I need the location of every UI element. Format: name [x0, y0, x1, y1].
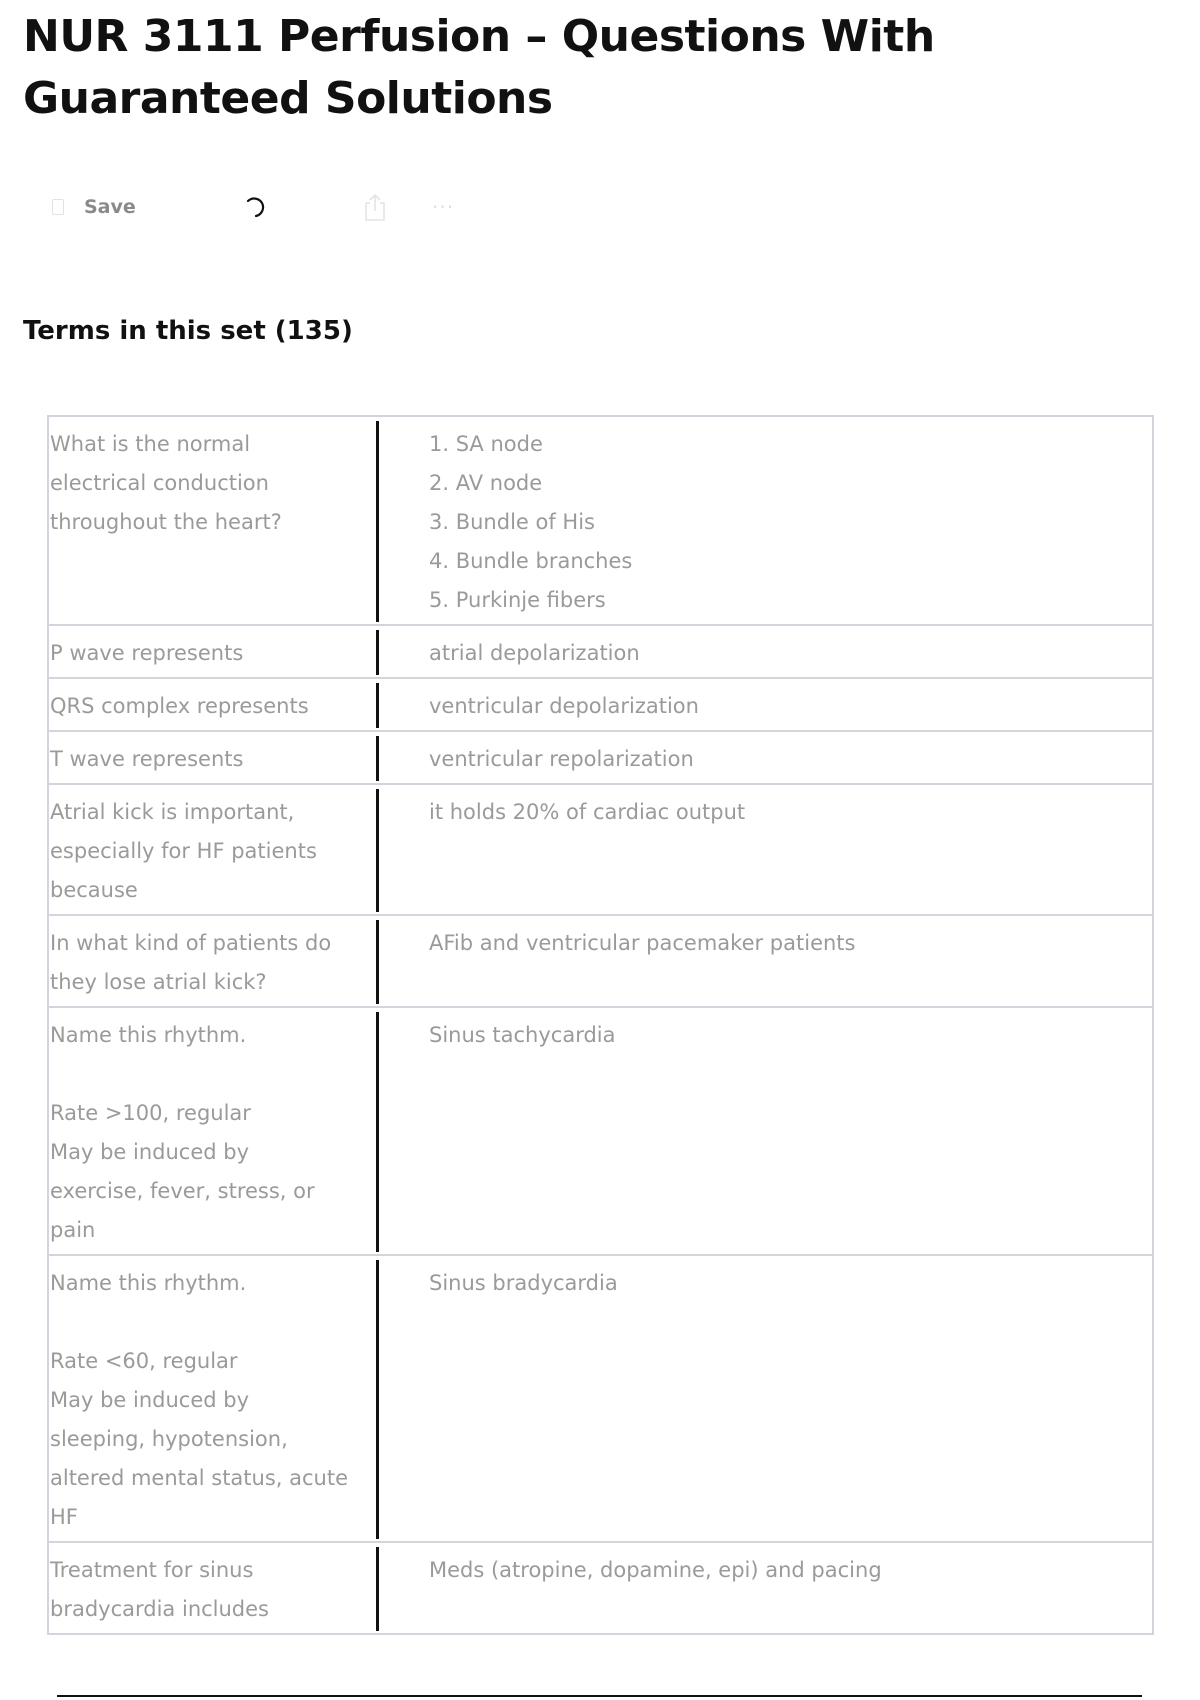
toolbar [52, 190, 512, 224]
table-row [49, 626, 1152, 679]
save-button[interactable] [52, 190, 152, 224]
definition-text: ventricular repolarization [429, 747, 694, 771]
term-cell [49, 1008, 379, 1254]
table-row [49, 679, 1152, 732]
definition-text: it holds 20% of cardiac output [429, 800, 746, 824]
definition-cell [379, 1256, 1152, 1541]
definition-text: 3. Bundle of His [429, 510, 595, 534]
term-text: HF [50, 1505, 78, 1529]
definition-text: Sinus bradycardia [429, 1271, 618, 1295]
definition-text: atrial depolarization [429, 641, 640, 665]
term-text: T wave represents [50, 747, 244, 771]
definition-text: 1. SA node [429, 432, 543, 456]
table-row [49, 916, 1152, 1008]
term-text: because [50, 878, 138, 902]
bookmark-icon [52, 199, 64, 215]
definition-text: 5. Purkinje fibers [429, 588, 606, 612]
term-cell [49, 916, 379, 1006]
save-label: Save [84, 196, 136, 218]
term-text [50, 1303, 379, 1342]
definition-cell [379, 785, 1152, 914]
term-text: they lose atrial kick? [50, 970, 267, 994]
definition-cell [379, 916, 1152, 1006]
term-text: exercise, fever, stress, or [50, 1179, 315, 1203]
term-cell [49, 1543, 379, 1633]
definition-cell [379, 732, 1152, 783]
definition-text: 4. Bundle branches [429, 549, 633, 573]
definition-text: 2. AV node [429, 471, 543, 495]
term-cell [49, 679, 379, 730]
table-row [49, 785, 1152, 916]
term-text: QRS complex represents [50, 694, 309, 718]
definition-text: Meds (atropine, dopamine, epi) and pacing [429, 1558, 882, 1582]
term-text: bradycardia includes [50, 1597, 270, 1621]
divider [57, 1695, 1142, 1697]
terms-table [47, 415, 1154, 1635]
term-text: In what kind of patients do [50, 931, 332, 955]
term-text: pain [50, 1218, 96, 1242]
share-button[interactable] [362, 190, 392, 224]
term-cell [49, 1256, 379, 1541]
term-text: Rate >100, regular [50, 1101, 251, 1125]
definition-text: ventricular depolarization [429, 694, 699, 718]
term-text: especially for HF patients [50, 839, 317, 863]
more-icon: ··· [432, 195, 455, 219]
table-row [49, 417, 1152, 626]
term-text: P wave represents [50, 641, 244, 665]
terms-count-heading: Terms in this set (135) [23, 316, 353, 346]
definition-cell [379, 1543, 1152, 1633]
term-cell [49, 417, 379, 624]
term-text: electrical conduction [50, 471, 269, 495]
term-text: Treatment for sinus [50, 1558, 254, 1582]
more-options-button[interactable] [432, 190, 472, 224]
term-text: throughout the heart? [50, 510, 282, 534]
page-title: NUR 3111 Perfusion – Questions With Guaranteed Solutions [23, 11, 935, 124]
term-cell [49, 732, 379, 783]
table-row [49, 732, 1152, 785]
term-text: Name this rhythm. [50, 1023, 247, 1047]
term-text: May be induced by [50, 1388, 250, 1412]
definition-text: Sinus tachycardia [429, 1023, 616, 1047]
table-row [49, 1543, 1152, 1635]
term-text: Atrial kick is important, [50, 800, 295, 824]
term-cell [49, 626, 379, 677]
term-text: Rate <60, regular [50, 1349, 238, 1373]
table-row [49, 1256, 1152, 1543]
table-row [49, 1008, 1152, 1256]
share-icon [362, 192, 388, 222]
definition-cell [379, 1008, 1152, 1254]
definition-text: AFib and ventricular pacemaker patients [429, 931, 856, 955]
term-text [50, 1055, 379, 1094]
term-text: What is the normal [50, 432, 251, 456]
definition-cell [379, 679, 1152, 730]
term-text: Name this rhythm. [50, 1271, 247, 1295]
term-cell [49, 785, 379, 914]
term-text: sleeping, hypotension, [50, 1427, 288, 1451]
definition-cell [379, 417, 1152, 624]
term-text: altered mental status, acute [50, 1466, 349, 1490]
definition-cell [379, 626, 1152, 677]
loading-spinner-icon [242, 190, 272, 224]
term-text: May be induced by [50, 1140, 250, 1164]
